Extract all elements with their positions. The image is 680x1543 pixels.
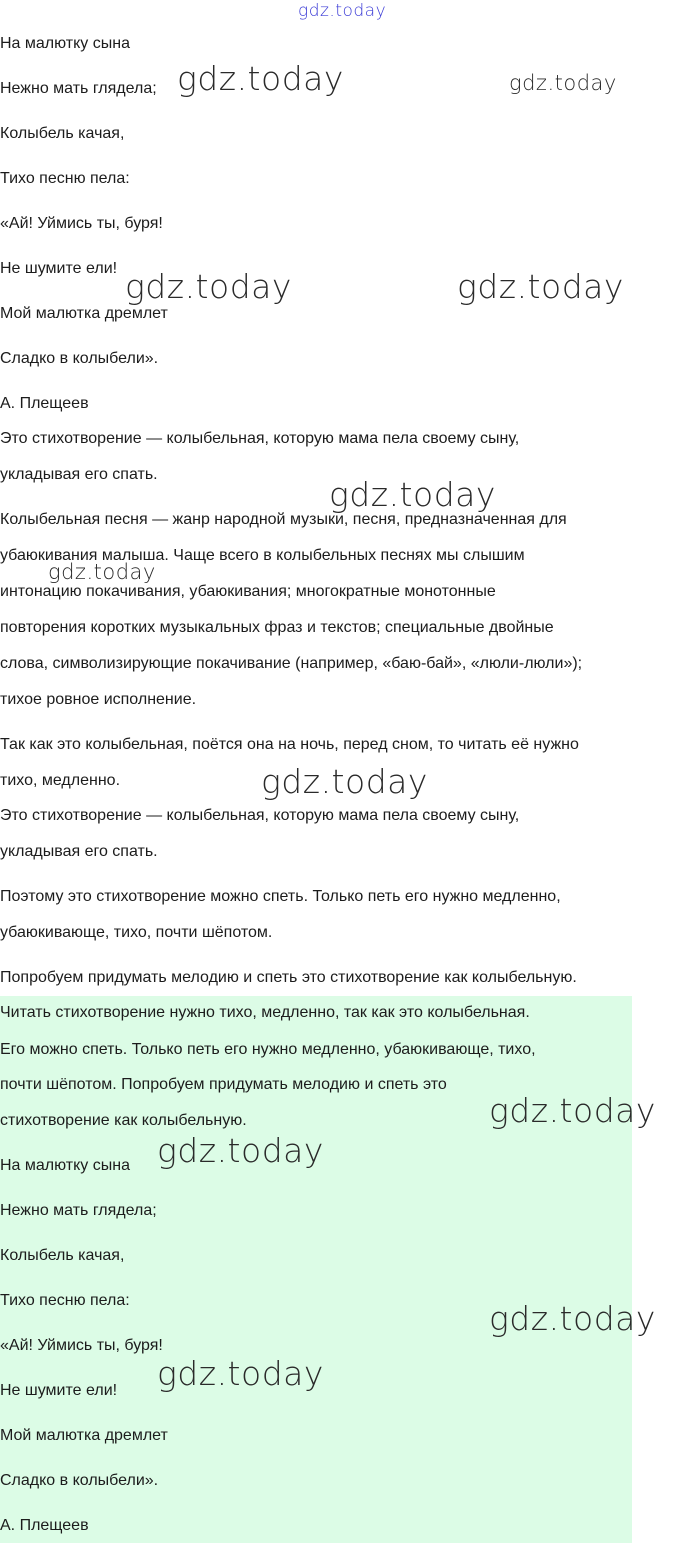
answer-poem-line: Колыбель качая,	[0, 1247, 125, 1264]
answer-line: почти шёпотом. Попробуем придумать мелодию и спеть это	[0, 1076, 447, 1093]
answer-line: стихотворение как колыбельную.	[0, 1112, 247, 1129]
answer-poem-line: Тихо песню пела:	[0, 1292, 130, 1309]
explanation-line: Попробуем придумать мелодию и спеть это стихотворение как колыбельную.	[0, 969, 577, 986]
poem-line: Не шумите ели!	[0, 260, 118, 277]
poem-line: Тихо песню пела:	[0, 170, 130, 187]
explanation-line: убаюкивания малыша. Чаще всего в колыбельных песнях мы слышим	[0, 547, 525, 564]
watermark: gdz.today	[509, 71, 617, 95]
poem-line: Нежно мать глядела;	[0, 80, 157, 97]
watermark: gdz.today	[261, 762, 428, 801]
poem-line: Мой малютка дремлет	[0, 305, 168, 322]
answer-line: Читать стихотворение нужно тихо, медленно, так как это колыбельная.	[0, 1004, 530, 1021]
explanation-line: Это стихотворение — колыбельная, которую мама пела своему сыну,	[0, 807, 520, 824]
explanation-line: интонацию покачивания, убаюкивания; многократные монотонные	[0, 583, 496, 600]
poem-line: Сладко в колыбели».	[0, 350, 159, 367]
explanation-line: Это стихотворение — колыбельная, которую мама пела своему сыну,	[0, 430, 520, 447]
poem-line: Колыбель качая,	[0, 125, 125, 142]
answer-poem-line: На малютку сына	[0, 1157, 130, 1174]
explanation-line: Поэтому это стихотворение можно спеть. Только петь его нужно медленно,	[0, 888, 561, 905]
explanation-line: повторения коротких музыкальных фраз и текстов; специальные двойные	[0, 619, 554, 636]
watermark: gdz.today	[489, 1299, 656, 1338]
explanation-line: укладывая его спать.	[0, 466, 158, 483]
answer-poem-line: Мой малютка дремлет	[0, 1427, 168, 1444]
poem-author: А. Плещеев	[0, 395, 89, 412]
answer-line: Его можно спеть. Только петь его нужно медленно, убаюкивающе, тихо,	[0, 1041, 536, 1058]
watermark-top: gdz.today	[298, 1, 387, 21]
watermark: gdz.today	[48, 560, 156, 584]
answer-poem-line: Нежно мать глядела;	[0, 1202, 157, 1219]
watermark: gdz.today	[125, 267, 292, 306]
explanation-line: Колыбельная песня — жанр народной музыки, песня, предназначенная для	[0, 511, 567, 528]
answer-poem-line: Сладко в колыбели».	[0, 1472, 159, 1489]
watermark: gdz.today	[489, 1091, 656, 1130]
watermark: gdz.today	[457, 267, 624, 306]
explanation-line: тихое ровное исполнение.	[0, 691, 197, 708]
explanation-line: укладывая его спать.	[0, 843, 158, 860]
answer-poem-line: «Ай! Уймись ты, буря!	[0, 1337, 163, 1354]
watermark: gdz.today	[157, 1354, 324, 1393]
watermark: gdz.today	[177, 59, 344, 98]
explanation-line: слова, символизирующие покачивание (например, «баю-бай», «люли-люли»);	[0, 655, 583, 672]
watermark: gdz.today	[157, 1131, 324, 1170]
explanation-line: убаюкивающе, тихо, почти шёпотом.	[0, 924, 273, 941]
answer-poem-line: Не шумите ели!	[0, 1382, 118, 1399]
answer-poem-author: А. Плещеев	[0, 1517, 89, 1534]
poem-line: На малютку сына	[0, 35, 130, 52]
poem-line: «Ай! Уймись ты, буря!	[0, 215, 163, 232]
watermark: gdz.today	[329, 475, 496, 514]
explanation-line: тихо, медленно.	[0, 772, 121, 789]
explanation-line: Так как это колыбельная, поётся она на ночь, перед сном, то читать её нужно	[0, 736, 579, 753]
